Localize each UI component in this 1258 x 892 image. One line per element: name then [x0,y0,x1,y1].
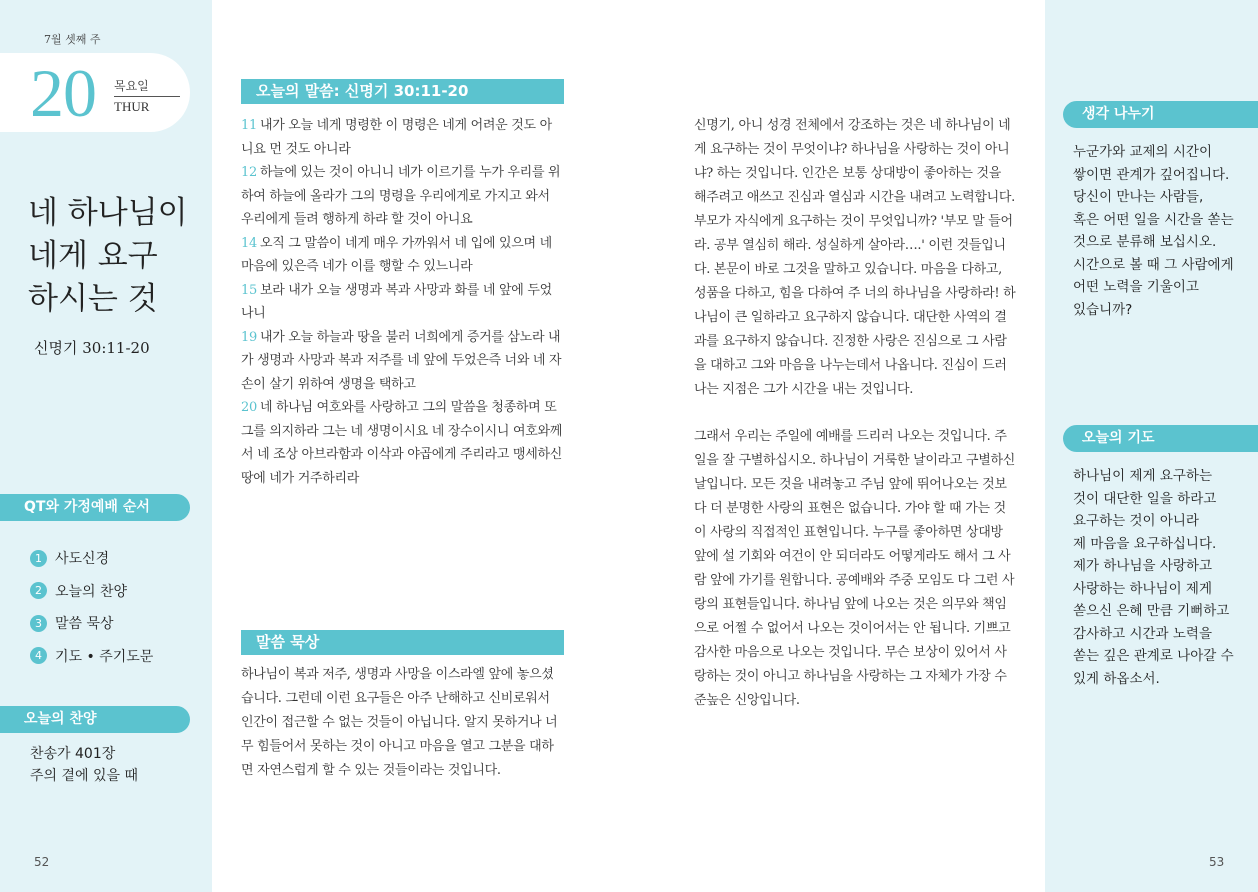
number-badge: 1 [30,550,47,567]
title-line: 하시는 것 [28,281,158,317]
day-english: THUR [114,99,150,114]
meditation-paragraph: 신명기, 아니 성경 전체에서 강조하는 것은 네 하나님이 네게 요구하는 것이 무엇이냐? 하나님을 사랑하는 것이 아니냐? 하는 것입니다. 인간은 보통 상대방이 좋아하는 것을 해주려고 애쓰고 진심과 열심과 시간을 내려고 노력합니다. 부모가 자식에게 요구하는 것이 무엇입니까? '부모 말 들어라. 공부 열심히 해라. 성실하게 살아라….' 이런 것들입니다. 본문이 바로 그것을 말하고 있습니다. 마음을 다하고, 성품을 다하고, 힘을 다하여 주 너의 하나님을 사랑하라! 하나님이 큰 일하라고 요구하지 않습니다. 대단한 사역의 결과를 요구하지 않습니다. 진정한 사랑은 진심으로 그 사람을 대하고 그와 마음을 나누는데서 나옵니다. 진심이 드러나는 지점은 그가 시간을 내는 것입니다. [694,118,1016,397]
verse-number: 12 [241,165,257,180]
text-line: 당신이 만나는 사람들, [1073,189,1204,205]
verse-text: 내가 오늘 네게 명령한 이 명령은 네게 어려운 것도 아니요 먼 것도 아니라 [241,118,552,157]
verse [241,326,564,397]
share-heading: 생각 나누기 [1063,101,1258,128]
prayer-heading: 오늘의 기도 [1063,425,1258,452]
number-badge: 3 [30,615,47,632]
verse [241,114,564,161]
text-line: 있습니까? [1073,301,1133,318]
text-line: 제 마음을 요구하십니다. [1073,535,1217,552]
hymn-heading: 오늘의 찬양 [0,706,190,733]
list-item [30,607,153,640]
scripture-reference: 신명기 30:11-20 [34,339,150,357]
page-title [28,192,208,321]
day-korean: 목요일 [114,79,149,93]
verse [241,279,564,326]
text-line: 어떤 노력을 기울이고 [1073,279,1199,295]
list-item [30,542,153,575]
order-heading: QT와 가정예배 순서 [0,494,190,521]
text-line: 누군가와 교제의 시간이 [1073,144,1212,160]
share-text [1073,141,1243,321]
text-line: 제가 하나님을 사랑하고 [1073,558,1212,574]
list-item [30,575,153,608]
verse-number: 19 [241,329,257,345]
verse [241,232,564,279]
list-item-label: 오늘의 찬양 [55,583,128,600]
text-line: 것이 대단한 일을 하라고 [1073,490,1217,507]
verse-text: 오직 그 말씀이 네게 매우 가까워서 네 입에 있으며 네 마음에 있은즉 네가 이를 행할 수 있느니라 [241,235,552,274]
meditation-heading: 말씀 묵상 [241,630,564,655]
text-line: 사랑하는 하나님이 제게 [1073,580,1212,597]
text-line: 쏟는 깊은 관계로 나아갈 수 [1073,648,1234,664]
number-badge: 2 [30,582,47,599]
prayer-text [1073,465,1243,690]
verse [241,161,564,232]
meditation-continued [694,114,1017,736]
verse-text: 하늘에 있는 것이 아니니 네가 이르기를 누가 우리를 위하여 하늘에 올라가 그의 명령을 우리에게로 가지고 와서 우리에게 들려 행하게 하랴 할 것이 아니요 [241,165,561,227]
verse-number: 15 [241,282,257,298]
text-line: 감사하고 시간과 노력을 [1073,625,1212,642]
text-line: 혹은 어떤 일을 시간을 쏟는 [1073,211,1234,228]
scripture-heading: 오늘의 말씀: 신명기 30:11-20 [241,79,564,104]
text-line: 하나님이 제게 요구하는 [1073,468,1212,484]
text-line: 쏟으신 은혜 만큼 기뻐하고 [1073,603,1230,619]
verse-text: 내가 오늘 하늘과 땅을 불러 너희에게 증거를 삼노라 내가 생명과 사망과 복과 저주를 네 앞에 두었은즉 너와 네 자손이 살기 위하여 생명을 택하고 [241,329,562,392]
meditation-paragraph: 그래서 우리는 주일에 예배를 드리러 나오는 것입니다. 주일을 잘 구별하십시오. 하나님이 거룩한 날이라고 구별하신 날입니다. 모든 것을 내려놓고 주님 앞에 뛰어나오는 것보다 더 분명한 사랑의 표현은 없습니다. 가야 할 때 가는 것이 사랑의 직접적인 표현입니다. 누구를 좋아하면 상대방 앞에 설 기회와 여건이 안 되더라도 어떻게라도 해서 그 사람 앞에 가기를 원합니다. 공예배와 주중 모임도 다 그런 사랑의 표현들입니다. 하나님 앞에 나오는 것은 의무와 책임으로 어쩔 수 없어서 나오는 것이어서는 안 됩니다. 기쁘고 감사한 마음으로 나오는 것입니다. 무슨 보상이 있어서 사랑하는 것이 아니고 하나님을 사랑하는 그 자체가 가장 수준높은 신앙입니다. [694,429,1016,708]
hymn-title: 주의 곁에 있을 때 [30,768,139,784]
list-item-label: 기도 • 주기도문 [55,648,154,665]
text-line: 있게 하옵소서. [1073,670,1160,687]
verse-number: 14 [241,235,257,251]
verse-number: 11 [241,118,257,133]
title-line: 네 하나님이 [28,195,188,231]
hymn-info [30,743,138,787]
verse [241,396,564,490]
page-number-left: 52 [34,855,50,869]
list-item-label: 말씀 묵상 [55,616,114,633]
list-item-label: 사도신경 [55,551,110,568]
order-list [30,542,153,672]
scripture-text [241,114,564,490]
text-line: 시간으로 볼 때 그 사람에게 [1073,256,1234,273]
verse-text: 보라 내가 오늘 생명과 복과 사망과 화를 네 앞에 두었나니 [241,282,552,321]
text-line: 요구하는 것이 아니라 [1073,513,1199,529]
number-badge: 4 [30,647,47,664]
date-number: 20 [30,55,96,131]
text-line: 것으로 분류해 보십시오. [1073,234,1217,250]
week-label: 7월 셋째 주 [44,33,101,46]
meditation-paragraph: 하나님이 복과 저주, 생명과 사망을 이스라엘 앞에 놓으셨습니다. 그런데 이런 요구들은 아주 난해하고 신비로워서 인간이 접근할 수 없는 것들이 아닙니다. 알지 못하거나 너무 힘들어서 못하는 것이 아니고 마음을 열고 그분을 대하면 자연스럽게 할 수 있는 것들이라는 것입니다. [241,667,558,778]
verse-number: 20 [241,400,257,415]
hymn-number: 찬송가 401장 [30,746,116,762]
date-divider [114,96,180,97]
list-item [30,640,153,673]
text-line: 쌓이면 관계가 깊어집니다. [1073,166,1230,183]
page-number-right: 53 [1209,855,1225,869]
verse-text: 네 하나님 여호와를 사랑하고 그의 말씀을 청종하며 또 그를 의지하라 그는 네 생명이시요 네 장수이시니 여호와께서 네 조상 아브라함과 이삭과 야곱에게 주리라고 맹세하신 땅에 네가 거주하리라 [241,400,563,486]
title-line: 네게 요구 [28,238,158,274]
